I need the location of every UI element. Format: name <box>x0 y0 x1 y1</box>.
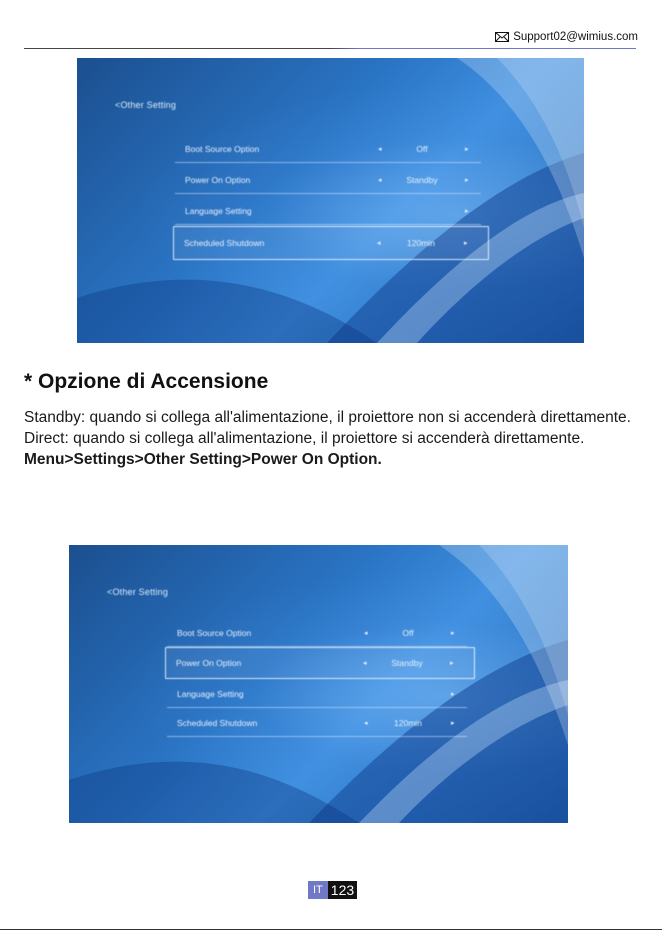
arrow-left-icon[interactable]: ◂ <box>377 240 381 247</box>
arrow-left-icon[interactable]: ◂ <box>363 660 367 667</box>
menu-title: <Other Setting <box>115 100 177 110</box>
direct-description: Direct: quando si collega all'alimentazione, il proiettore si accenderà direttamente. <box>24 430 585 447</box>
row-label: Scheduled Shutdown <box>177 717 258 728</box>
language-badge: IT <box>308 881 328 899</box>
section-heading: * Opzione di Accensione <box>24 370 269 393</box>
header-divider <box>24 48 636 49</box>
menu-path: Menu>Settings>Other Setting>Power On Option. <box>24 451 382 468</box>
menu-title: <Other Setting <box>107 587 169 597</box>
menu-row-power-on[interactable] <box>175 166 481 194</box>
arrow-right-icon[interactable]: ▸ <box>465 145 469 153</box>
menu-row-scheduled-shutdown[interactable] <box>173 226 489 260</box>
page-number <box>308 881 357 899</box>
projector-screenshot-1 <box>77 58 584 343</box>
row-label: Power On Option <box>176 658 242 668</box>
arrow-right-icon[interactable]: ▸ <box>465 207 469 215</box>
menu-row-scheduled-shutdown[interactable] <box>167 709 467 737</box>
arrow-right-icon[interactable]: ▸ <box>465 176 469 184</box>
arrow-left-icon[interactable]: ◂ <box>378 145 382 153</box>
row-value: Standby <box>391 658 423 668</box>
mail-icon <box>495 32 509 42</box>
standby-description: Standby: quando si collega all'alimentazione, il proiettore non si accenderà direttamente. <box>24 409 631 426</box>
support-email: Support02@wimius.com <box>513 31 638 43</box>
row-value: Standby <box>406 174 438 185</box>
menu-row-language[interactable] <box>167 680 467 708</box>
arrow-right-icon[interactable]: ▸ <box>451 629 455 637</box>
arrow-right-icon[interactable]: ▸ <box>451 719 455 727</box>
arrow-left-icon[interactable]: ◂ <box>364 629 368 637</box>
row-value: 120min <box>394 717 422 728</box>
row-label: Language Setting <box>185 205 252 216</box>
arrow-left-icon[interactable]: ◂ <box>378 176 382 184</box>
arrow-right-icon[interactable]: ▸ <box>451 690 455 698</box>
arrow-right-icon[interactable]: ▸ <box>450 660 454 667</box>
row-value: 120min <box>407 238 435 248</box>
row-label: Boot Source Option <box>185 143 260 154</box>
row-label: Power On Option <box>185 174 251 185</box>
menu-row-power-on[interactable] <box>165 647 475 679</box>
row-label: Language Setting <box>177 688 244 699</box>
row-label: Boot Source Option <box>177 627 252 638</box>
menu-row-language[interactable] <box>175 197 481 225</box>
arrow-right-icon[interactable]: ▸ <box>464 240 468 247</box>
row-value: Off <box>416 143 428 154</box>
body-text <box>24 407 638 470</box>
projector-screenshot-2 <box>69 545 568 823</box>
page-number-value: 123 <box>328 881 357 899</box>
arrow-left-icon[interactable]: ◂ <box>364 719 368 727</box>
footer-divider <box>0 929 662 930</box>
row-value: Off <box>402 627 414 638</box>
menu-row-boot-source[interactable] <box>175 135 481 163</box>
header-email <box>495 31 638 43</box>
menu-row-boot-source[interactable] <box>167 619 467 647</box>
row-label: Scheduled Shutdown <box>184 238 265 248</box>
